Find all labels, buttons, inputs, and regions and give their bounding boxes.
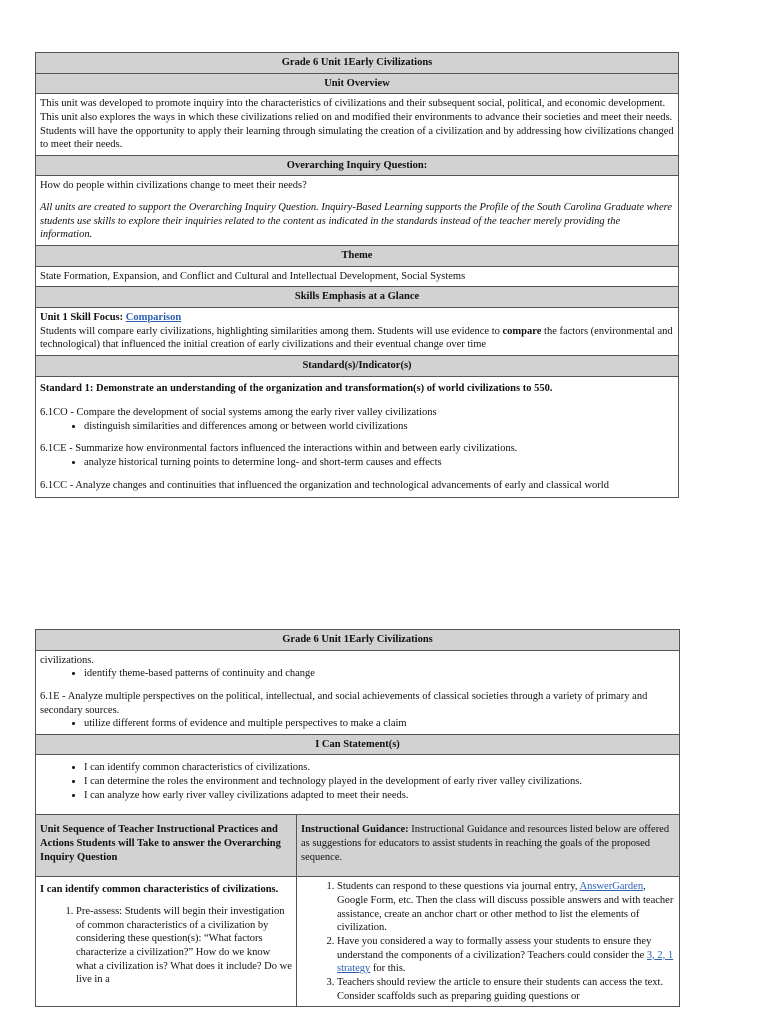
guidance-label: Instructional Guidance: xyxy=(301,824,409,836)
sequence-header-cell xyxy=(36,815,297,877)
skills-text-part-2: the factors (environmental and technological) that influenced the initial creation of early civilizations and their eventual change over time xyxy=(40,325,673,351)
guidance-item-2 xyxy=(337,935,675,976)
skills-header: Skills Emphasis at a Glance xyxy=(36,287,679,308)
indicator-co-bullet: • distinguish similarities and differences among or between world civilizations xyxy=(84,420,674,434)
theme-header: Theme xyxy=(36,246,679,267)
indicator-co-text: 6.1CO - Compare the development of social systems among the early river valley civilizations xyxy=(40,407,437,419)
guidance-1-text-a: Students can respond to these questions via journal entry, xyxy=(337,881,580,893)
unit-overview-header: Unit Overview xyxy=(36,73,679,94)
inquiry-note-text: All units are created to support the Overarching Inquiry Question. Inquiry-Based Learning supports the Profile of the South Carolina Graduate where students use skills to explore their inquiries related to the content as indicated in the standards instead of the teacher merely providing the information. xyxy=(40,202,672,241)
theme-text: State Formation, Expansion, and Conflict and Cultural and Intellectual Development, Social Systems xyxy=(40,270,466,282)
guidance-cell xyxy=(297,877,680,1007)
indicator-cc-bullet: • identify theme-based patterns of continuity and change xyxy=(84,667,675,681)
unit-title: Grade 6 Unit 1Early Civilizations xyxy=(36,53,679,74)
skill-focus-label: Unit 1 Skill Focus: xyxy=(40,311,124,323)
skills-text-bold: compare xyxy=(502,325,542,337)
inquiry-question-header: Overarching Inquiry Question: xyxy=(36,155,679,176)
guidance-item-3: 3. Teachers should review the article to ensure their students can access the text. Consider scaffolds such as preparing guiding questions or xyxy=(337,976,675,1003)
guidance-text: Instructional Guidance and resources listed below are offered as suggestions for educators to assist students in reaching the goals of the proposed sequence. xyxy=(301,824,670,863)
indicator-ce-bullet: • analyze historical turning points to determine long- and short-term causes and effects xyxy=(84,456,674,470)
standards-cell xyxy=(36,376,679,498)
guidance-2-text-b: for this. xyxy=(370,963,406,975)
indicator-e-text: 6.1E - Analyze multiple perspectives on the political, intellectual, and social achievements of classical societies through a variety of primary and secondary sources. xyxy=(40,690,648,716)
i-can-item: • I can determine the roles the environment and technology played in the development of early river valley civilizations. xyxy=(84,775,675,789)
unit-overview-text: This unit was developed to promote inquiry into the characteristics of civilizations and their subsequent social, political, and economic development. This unit also explores the ways in which these civilizations relied on and modified their environments to advance their societies and meet their needs. Students will have the opportunity to apply their learning through simulating the creation of a civilization and by addressing how civilizations changed to meet their needs. xyxy=(40,98,674,151)
sequence-header: Unit Sequence of Teacher Instructional Practices and Actions Students will Take to answer the Overarching Inquiry Question xyxy=(40,824,281,863)
standard-1-text: Standard 1: Demonstrate an understanding of the organization and transformation(s) of world civilizations to 550. xyxy=(40,382,553,394)
sequence-cell xyxy=(36,877,297,1007)
sequence-heading: I can identify common characteristics of civilizations. xyxy=(40,884,279,896)
i-can-item: • I can identify common characteristics of civilizations. xyxy=(84,761,675,775)
unit-plan-table xyxy=(35,52,679,498)
standards-header: Standard(s)/Indicator(s) xyxy=(36,355,679,376)
theme-cell xyxy=(36,266,679,287)
guidance-header-cell xyxy=(297,815,680,877)
inquiry-question-cell xyxy=(36,176,679,246)
standards-continued-cell xyxy=(36,650,680,734)
i-can-header: I Can Statement(s) xyxy=(36,734,680,755)
indicator-e-bullet: • utilize different forms of evidence and multiple perspectives to make a claim xyxy=(84,717,675,731)
document-page-1 xyxy=(35,52,679,498)
skills-description xyxy=(40,325,674,352)
indicator-ce-text: 6.1CE - Summarize how environmental factors influenced the interactions within and between early civilizations. xyxy=(40,443,518,455)
sequence-step-1: 1. Pre-assess: Students will begin their investigation of common characteristics of a civilization by considering these question(s): “What factors characterize a civilization?” How do we know what a civilization is? What does it include? Do we live in a xyxy=(76,905,292,987)
three-two-one-strategy-link[interactable]: 3, 2, 1 strategy xyxy=(337,949,674,975)
unit-title-page-2: Grade 6 Unit 1Early Civilizations xyxy=(36,630,680,651)
guidance-1-text-b: , Google Form, etc. Then the class will discuss possible answers and with teacher assistance, create an anchor chart or other method to list the elements of civilization. xyxy=(337,881,674,934)
skills-cell xyxy=(36,307,679,355)
indicator-cc-continued: civilizations. xyxy=(40,654,94,666)
guidance-2-text-a: Have you considered a way to formally assess your students to ensure they understand the components of a civilization? Teachers could consider the xyxy=(337,935,652,961)
indicator-cc-text: 6.1CC - Analyze changes and continuities that influenced the organization and technological advancements of early and classical world xyxy=(40,479,609,491)
unit-overview-cell xyxy=(36,94,679,156)
skills-text-part-1: Students will compare early civilizations, highlighting similarities among them. Students will use evidence to xyxy=(40,325,503,337)
i-can-cell xyxy=(36,755,680,815)
inquiry-question-text: How do people within civilizations change to meet their needs? xyxy=(40,180,307,192)
guidance-item-1 xyxy=(337,880,675,935)
document-page-2 xyxy=(35,629,679,1007)
answergarden-link[interactable]: AnswerGarden xyxy=(579,881,644,893)
unit-plan-table-continued xyxy=(35,629,680,1007)
i-can-item: • I can analyze how early river valley civilizations adapted to meet their needs. xyxy=(84,789,675,803)
comparison-link[interactable]: Comparison xyxy=(125,311,182,323)
